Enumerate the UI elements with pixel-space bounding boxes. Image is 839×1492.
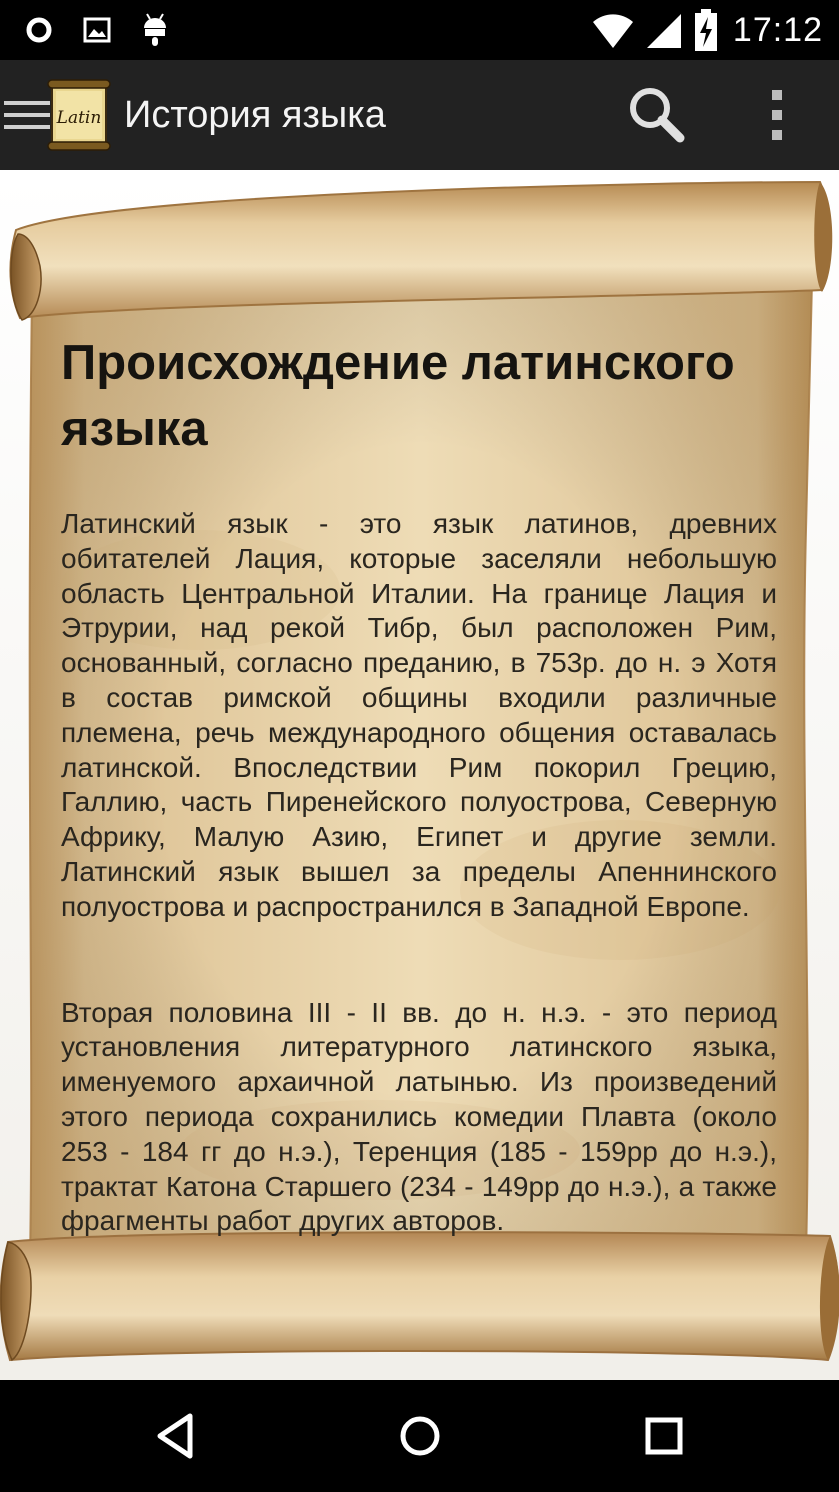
cell-signal-icon — [645, 10, 683, 50]
logo-text: Latin — [56, 108, 102, 128]
battery-charging-icon — [693, 8, 719, 52]
page-title: История языка — [124, 94, 386, 136]
back-icon[interactable] — [146, 1406, 206, 1466]
home-icon[interactable] — [390, 1406, 450, 1466]
article — [61, 330, 777, 1239]
android-notification-icon — [140, 12, 170, 48]
content-area[interactable] — [0, 170, 839, 1380]
drawer-menu-icon[interactable] — [4, 97, 50, 133]
recents-icon[interactable] — [634, 1406, 694, 1466]
circle-notification-icon — [24, 15, 54, 45]
action-bar — [0, 60, 839, 170]
image-notification-icon — [82, 15, 112, 45]
app-logo[interactable] — [46, 78, 112, 152]
article-title: Происхождение латинского языка — [61, 336, 735, 456]
search-icon[interactable] — [624, 82, 690, 148]
status-time: 17:12 — [732, 10, 823, 49]
article-paragraph-2: Вторая половина III - II вв. до н. н.э. - это период установления литературного латинского языка, именуемого архаичной латынью. Из произведений этого периода сохранились комедии Плавта (около 253 - 184 гг до н.э.), Теренция (185 - 159рр до н.э.), трактат Катона Старшего (234 - 149рр до н.э.), а также фрагменты работ других авторов. — [61, 996, 777, 1237]
overflow-menu-icon[interactable] — [754, 82, 800, 148]
article-paragraph-1: Латинский язык - это язык латинов, древних обитателей Лация, которые заселяли небольшую область Центральной Италии. На границе Лация и Этрурии, над рекой Тибр, был расположен Рим, основанный, согласно преданию, в 753р. до н. э Хотя в состав римской общины входили различные племена, речь международного общения оставалась латинской. Впоследствии Рим покорил Грецию, Галлию, часть Пиренейского полуострова, Северную Африку, Малую Азию, Египет и другие земли. Латинский язык вышел за пределы Апеннинского полуострова и распространился в Западной Европе. — [61, 508, 777, 922]
status-bar — [0, 0, 839, 60]
wifi-icon — [591, 10, 635, 50]
navigation-bar — [0, 1380, 839, 1492]
